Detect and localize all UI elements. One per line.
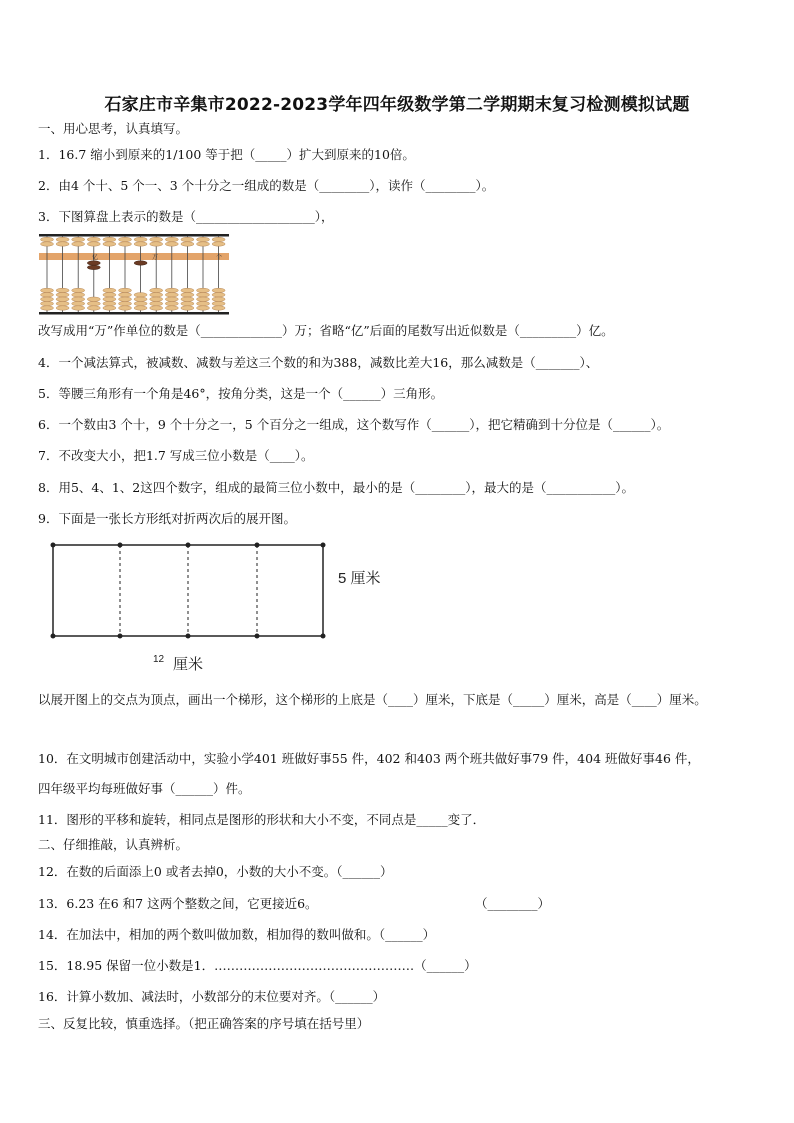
vertex-point	[51, 543, 56, 548]
rectangle-figure	[40, 538, 400, 678]
abacus-bead	[119, 306, 132, 310]
abacus-bead	[103, 297, 116, 301]
vertex-point	[51, 634, 56, 639]
abacus-bead-counted	[87, 265, 100, 269]
question-13-answer-blank: （________）	[475, 896, 551, 911]
abacus-bead	[72, 288, 85, 292]
question-3-rewrite: 改写成用“万”作单位的数是（_____________）万；省略“亿”后面的尾数写出近似数是（_________）亿。	[38, 323, 614, 338]
question-7: 7．不改变大小，把1.7 写成三位小数是（____）。	[38, 448, 314, 463]
abacus-bead	[87, 301, 100, 305]
question-10-line-1: 10．在文明城市创建活动中，实验小学401 班做好事55 件，402 和403 两个班共做好事79 件，404 班做好事46 件，	[38, 751, 700, 766]
abacus-bead	[119, 242, 132, 246]
abacus-bead	[134, 301, 147, 305]
question-2: 2．由4 个十、5 个一、3 个十分之一组成的数是（________），读作（________）。	[38, 178, 495, 193]
question-5: 5．等腰三角形有一个角是46°，按角分类，这是一个（______）三角形。	[38, 386, 444, 401]
abacus-bead	[165, 288, 178, 292]
question-11: 11．图形的平移和旋转，相同点是图形的形状和大小不变，不同点是_____变了．	[38, 812, 486, 827]
vertex-point	[186, 634, 191, 639]
abacus-bead	[150, 293, 163, 297]
abacus-bead	[119, 288, 132, 292]
vertex-point	[321, 634, 326, 639]
abacus-bead	[150, 242, 163, 246]
question-12: 12．在数的后面添上0 或者去掉0，小数的大小不变。（______）	[38, 864, 393, 879]
abacus-bead	[41, 306, 54, 310]
abacus-label-ge: 个	[216, 254, 223, 261]
abacus-top-bar	[39, 234, 229, 237]
vertex-point	[186, 543, 191, 548]
section-2-heading: 二、仔细推敲，认真辨析。	[38, 837, 189, 852]
section-3-heading: 三、反复比较，慎重选择。（把正确答案的序号填在括号里）	[38, 1016, 370, 1031]
question-9: 9．下面是一张长方形纸对折两次后的展开图。	[38, 511, 296, 526]
vertex-point	[321, 543, 326, 548]
abacus-bead	[41, 288, 54, 292]
abacus-bead	[197, 288, 210, 292]
abacus-bead	[197, 306, 210, 310]
abacus-bead	[212, 301, 225, 305]
abacus-label-yi: 亿	[92, 254, 99, 261]
abacus-bead	[87, 242, 100, 246]
abacus-bead	[103, 306, 116, 310]
abacus-bead	[134, 297, 147, 301]
abacus-bead	[103, 237, 116, 241]
abacus-bead	[56, 242, 69, 246]
vertex-point	[118, 634, 123, 639]
question-10-line-2: 四年级平均每班做好事（______）件。	[38, 781, 251, 796]
vertex-point	[255, 634, 260, 639]
abacus-bead	[150, 297, 163, 301]
abacus-bead	[134, 306, 147, 310]
abacus-bead	[197, 242, 210, 246]
abacus-bead	[87, 306, 100, 310]
abacus-bead	[150, 301, 163, 305]
abacus-bead	[212, 237, 225, 241]
abacus-bead	[56, 293, 69, 297]
height-label: 5 厘米	[338, 570, 381, 587]
abacus-bead	[150, 306, 163, 310]
abacus-bead	[150, 237, 163, 241]
question-8: 8．用5、4、1、2这四个数字，组成的最简三位小数中，最小的是（________），最大的是（___________）。	[38, 480, 635, 495]
abacus-bead	[165, 301, 178, 305]
abacus-figure	[38, 232, 232, 318]
abacus-bead	[119, 297, 132, 301]
abacus-bead	[134, 293, 147, 297]
abacus-bead	[212, 306, 225, 310]
vertex-point	[118, 543, 123, 548]
abacus-bead	[56, 301, 69, 305]
abacus-bead	[72, 293, 85, 297]
abacus-bead	[41, 242, 54, 246]
abacus-bead	[181, 297, 194, 301]
abacus-bead	[150, 288, 163, 292]
vertex-point	[255, 543, 260, 548]
abacus-bead	[165, 293, 178, 297]
abacus-bead	[181, 293, 194, 297]
abacus-bead	[197, 237, 210, 241]
abacus-bead	[72, 237, 85, 241]
abacus-bead	[41, 293, 54, 297]
abacus-bead	[103, 293, 116, 297]
abacus-bottom-bar	[39, 312, 229, 315]
abacus-bead	[181, 301, 194, 305]
abacus-bead	[181, 242, 194, 246]
abacus-bead	[103, 301, 116, 305]
abacus-bead	[119, 301, 132, 305]
abacus-bead	[165, 242, 178, 246]
abacus-bead	[119, 237, 132, 241]
abacus-bead	[212, 297, 225, 301]
abacus-rods	[41, 236, 226, 312]
abacus-bead	[56, 306, 69, 310]
question-9-trapezoid: 以展开图上的交点为顶点，画出一个梯形，这个梯形的上底是（____）厘米，下底是（_____）厘米，高是（____）厘米。	[38, 692, 707, 707]
section-1-heading: 一、用心思考，认真填写。	[38, 121, 189, 136]
width-number: 12	[153, 654, 165, 665]
abacus-bead	[56, 237, 69, 241]
abacus-bead	[72, 306, 85, 310]
abacus-bead	[165, 306, 178, 310]
question-13: 13．6.23 在6 和7 这两个整数之间，它更接近6。	[38, 896, 318, 911]
abacus-bead	[72, 242, 85, 246]
abacus-bead	[103, 242, 116, 246]
abacus-bead	[56, 288, 69, 292]
abacus-bead	[165, 237, 178, 241]
abacus-bead	[41, 237, 54, 241]
abacus-bead	[197, 293, 210, 297]
abacus-bead	[56, 297, 69, 301]
abacus-bead	[181, 306, 194, 310]
abacus-bead-counted	[134, 261, 147, 265]
abacus-bead	[212, 242, 225, 246]
question-4: 4．一个减法算式，被减数、减数与差这三个数的和为388，减数比差大16，那么减数是（_______）、	[38, 355, 599, 370]
abacus-bead	[87, 297, 100, 301]
abacus-beam	[39, 253, 229, 260]
abacus-bead	[181, 288, 194, 292]
abacus-bead	[72, 297, 85, 301]
abacus-bead	[165, 297, 178, 301]
question-15: 15．18.95 保留一位小数是1．…………………………………………（______）	[38, 958, 477, 973]
abacus-bead	[212, 288, 225, 292]
width-unit: 厘米	[173, 656, 204, 673]
abacus-bead-counted	[87, 261, 100, 265]
abacus-bead	[72, 301, 85, 305]
abacus-bead	[41, 301, 54, 305]
question-16: 16．计算小数加、减法时，小数部分的末位要对齐。（______）	[38, 989, 386, 1004]
page-title: 石家庄市辛集市2022-2023学年四年级数学第二学期期末复习检测模拟试题	[104, 95, 690, 115]
question-1: 1．16.7 缩小到原来的1/100 等于把（_____）扩大到原来的10倍。	[38, 147, 415, 162]
question-6: 6．一个数由3 个十，9 个十分之一，5 个百分之一组成，这个数写作（______），把它精确到十分位是（______）。	[38, 417, 670, 432]
abacus-bead	[212, 293, 225, 297]
abacus-label-wan: 万	[152, 254, 159, 261]
abacus-bead	[197, 297, 210, 301]
abacus-bead	[197, 301, 210, 305]
abacus-bead	[41, 297, 54, 301]
abacus-bead	[103, 288, 116, 292]
abacus-bead	[87, 237, 100, 241]
question-14: 14．在加法中，相加的两个数叫做加数，相加得的数叫做和。（______）	[38, 927, 436, 942]
question-3: 3．下图算盘上表示的数是（___________________），	[38, 209, 334, 224]
abacus-bead	[181, 237, 194, 241]
abacus-bead	[134, 237, 147, 241]
abacus-bead	[134, 242, 147, 246]
abacus-bead	[119, 293, 132, 297]
